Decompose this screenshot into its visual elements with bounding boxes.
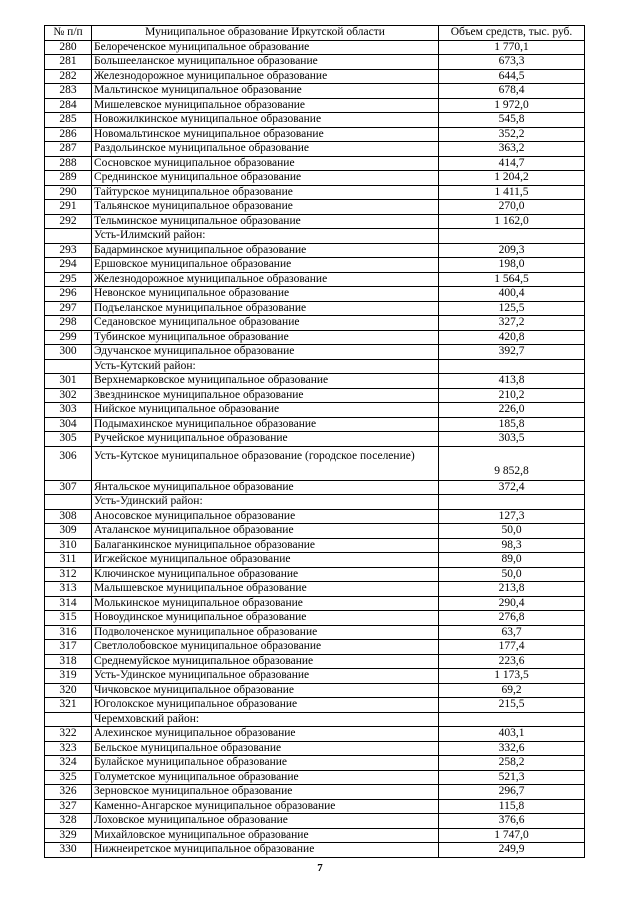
table-row — [45, 596, 585, 611]
municipality-name-cell: Тельминское муниципальное образование — [92, 214, 439, 229]
row-number-cell: 289 — [45, 171, 92, 186]
amount-cell: 392,7 — [439, 345, 585, 360]
table-row — [45, 258, 585, 273]
table-row — [45, 316, 585, 331]
row-number-cell: 299 — [45, 330, 92, 345]
municipality-name-cell: Сосновское муниципальное образование — [92, 156, 439, 171]
row-number-cell: 317 — [45, 640, 92, 655]
amount-cell: 1 770,1 — [439, 40, 585, 55]
amount-cell: 198,0 — [439, 258, 585, 273]
municipality-name-cell: Звезднинское муниципальное образование — [92, 388, 439, 403]
row-number-cell: 316 — [45, 625, 92, 640]
municipality-name-cell: Балаганкинское муниципальное образование — [92, 538, 439, 553]
row-number-cell: 314 — [45, 596, 92, 611]
municipality-name-cell: Нийское муниципальное образование — [92, 403, 439, 418]
municipality-name-cell: Янтальское муниципальное образование — [92, 480, 439, 495]
amount-cell: 352,2 — [439, 127, 585, 142]
row-number-cell: 288 — [45, 156, 92, 171]
amount-cell: 644,5 — [439, 69, 585, 84]
municipality-name-cell: Аталанское муниципальное образование — [92, 524, 439, 539]
table-row — [45, 640, 585, 655]
municipality-name-cell: Булайское муниципальное образование — [92, 756, 439, 771]
table-row — [45, 814, 585, 829]
row-number-cell: 285 — [45, 113, 92, 128]
municipality-name-cell: Михайловское муниципальное образование — [92, 828, 439, 843]
table-row — [45, 611, 585, 626]
table-row — [45, 582, 585, 597]
row-number-cell: 309 — [45, 524, 92, 539]
table-row — [45, 287, 585, 302]
municipality-name-cell: Каменно-Ангарское муниципальное образование — [92, 799, 439, 814]
row-number-cell: 297 — [45, 301, 92, 316]
municipality-name-cell: Большееланское муниципальное образование — [92, 55, 439, 70]
table-row — [45, 185, 585, 200]
amount-cell: 296,7 — [439, 785, 585, 800]
row-number-cell — [45, 712, 92, 727]
row-number-cell: 320 — [45, 683, 92, 698]
table-row — [45, 625, 585, 640]
row-number-cell: 307 — [45, 480, 92, 495]
row-number-cell: 327 — [45, 799, 92, 814]
page-number: 7 — [317, 862, 323, 874]
table-row — [45, 98, 585, 113]
amount-cell — [439, 712, 585, 727]
table-row — [45, 828, 585, 843]
district-header-row — [45, 712, 585, 727]
amount-cell: 678,4 — [439, 84, 585, 99]
amount-cell: 50,0 — [439, 567, 585, 582]
table-row — [45, 388, 585, 403]
amount-cell: 223,6 — [439, 654, 585, 669]
table-row — [45, 84, 585, 99]
amount-cell: 210,2 — [439, 388, 585, 403]
municipality-name-cell: Эдучанское муниципальное образование — [92, 345, 439, 360]
amount-cell: 270,0 — [439, 200, 585, 215]
table-row — [45, 40, 585, 55]
row-number-cell: 292 — [45, 214, 92, 229]
amount-cell: 127,3 — [439, 509, 585, 524]
row-number-cell — [45, 229, 92, 244]
table-header-row — [45, 26, 585, 41]
header-amount: Объем средств, тыс. руб. — [439, 26, 585, 41]
row-number-cell: 283 — [45, 84, 92, 99]
row-number-cell: 282 — [45, 69, 92, 84]
amount-cell: 673,3 — [439, 55, 585, 70]
table-row — [45, 127, 585, 142]
municipality-name-cell: Среднемуйское муниципальное образование — [92, 654, 439, 669]
table-row — [45, 654, 585, 669]
municipality-name-cell: Голуметское муниципальное образование — [92, 770, 439, 785]
municipality-name-cell: Бадарминское муниципальное образование — [92, 243, 439, 258]
table-row — [45, 272, 585, 287]
municipality-name-cell: Ключинское муниципальное образование — [92, 567, 439, 582]
table-row — [45, 243, 585, 258]
amount-cell: 1 204,2 — [439, 171, 585, 186]
municipality-name-cell: Мишелевское муниципальное образование — [92, 98, 439, 113]
amount-cell: 372,4 — [439, 480, 585, 495]
table-row — [45, 55, 585, 70]
amount-cell: 332,6 — [439, 741, 585, 756]
municipality-name-cell: Раздольинское муниципальное образование — [92, 142, 439, 157]
row-number-cell: 321 — [45, 698, 92, 713]
row-number-cell: 298 — [45, 316, 92, 331]
municipality-name-cell: Подымахинское муниципальное образование — [92, 417, 439, 432]
municipality-name-cell: Железнодорожное муниципальное образование — [92, 69, 439, 84]
municipality-name-cell: Мальтинское муниципальное образование — [92, 84, 439, 99]
row-number-cell: 290 — [45, 185, 92, 200]
amount-cell: 403,1 — [439, 727, 585, 742]
table-row — [45, 756, 585, 771]
row-number-cell: 293 — [45, 243, 92, 258]
amount-cell: 303,5 — [439, 432, 585, 447]
row-number-cell: 329 — [45, 828, 92, 843]
municipality-name-cell: Подъеланское муниципальное образование — [92, 301, 439, 316]
amount-cell — [439, 229, 585, 244]
amount-cell: 185,8 — [439, 417, 585, 432]
table-row — [45, 156, 585, 171]
row-number-cell: 300 — [45, 345, 92, 360]
amount-cell: 521,3 — [439, 770, 585, 785]
table-row — [45, 403, 585, 418]
amount-cell: 414,7 — [439, 156, 585, 171]
table-row — [45, 432, 585, 447]
amount-cell: 1 411,5 — [439, 185, 585, 200]
municipality-name-cell: Новоудинское муниципальное образование — [92, 611, 439, 626]
municipality-name-cell: Чичковское муниципальное образование — [92, 683, 439, 698]
amount-cell: 50,0 — [439, 524, 585, 539]
municipality-name-cell: Ручейское муниципальное образование — [92, 432, 439, 447]
row-number-cell: 325 — [45, 770, 92, 785]
municipality-name-cell: Тубинское муниципальное образование — [92, 330, 439, 345]
row-number-cell: 295 — [45, 272, 92, 287]
municipality-name-cell: Белореченское муниципальное образование — [92, 40, 439, 55]
municipality-name-cell: Светлолобовское муниципальное образование — [92, 640, 439, 655]
amount-cell: 363,2 — [439, 142, 585, 157]
municipality-name-cell: Малышевское муниципальное образование — [92, 582, 439, 597]
table-row — [45, 330, 585, 345]
amount-cell: 215,5 — [439, 698, 585, 713]
amount-cell: 327,2 — [439, 316, 585, 331]
table-row — [45, 683, 585, 698]
table-row — [45, 799, 585, 814]
municipality-name-cell: Усть-Илимский район: — [92, 229, 439, 244]
row-number-cell: 319 — [45, 669, 92, 684]
table-row — [45, 113, 585, 128]
table-row — [45, 538, 585, 553]
amount-cell: 1 564,5 — [439, 272, 585, 287]
municipality-name-cell: Усть-Удинское муниципальное образование — [92, 669, 439, 684]
table-row — [45, 142, 585, 157]
municipality-name-cell: Молькинское муниципальное образование — [92, 596, 439, 611]
header-municipality: Муниципальное образование Иркутской области — [92, 26, 439, 41]
amount-cell — [439, 495, 585, 510]
row-number-cell: 318 — [45, 654, 92, 669]
row-number-cell: 286 — [45, 127, 92, 142]
district-header-row — [45, 495, 585, 510]
municipality-name-cell: Среднинское муниципальное образование — [92, 171, 439, 186]
row-number-cell: 305 — [45, 432, 92, 447]
row-number-cell: 303 — [45, 403, 92, 418]
amount-cell: 125,5 — [439, 301, 585, 316]
amount-cell: 1 162,0 — [439, 214, 585, 229]
municipality-name-cell: Тальянское муниципальное образование — [92, 200, 439, 215]
amount-cell: 177,4 — [439, 640, 585, 655]
amount-cell: 258,2 — [439, 756, 585, 771]
amount-cell: 89,0 — [439, 553, 585, 568]
municipality-name-cell: Тайтурское муниципальное образование — [92, 185, 439, 200]
municipality-name-cell: Новожилкинское муниципальное образование — [92, 113, 439, 128]
table-row — [45, 446, 585, 480]
header-number: № п/п — [45, 26, 92, 41]
table-row — [45, 770, 585, 785]
row-number-cell — [45, 495, 92, 510]
amount-cell — [439, 359, 585, 374]
row-number-cell: 313 — [45, 582, 92, 597]
amount-cell: 290,4 — [439, 596, 585, 611]
row-number-cell: 323 — [45, 741, 92, 756]
row-number-cell: 326 — [45, 785, 92, 800]
municipality-name-cell: Ершовское муниципальное образование — [92, 258, 439, 273]
row-number-cell: 284 — [45, 98, 92, 113]
amount-cell: 9 852,8 — [439, 446, 585, 480]
row-number-cell: 310 — [45, 538, 92, 553]
municipality-name-cell: Юголокское муниципальное образование — [92, 698, 439, 713]
table-row — [45, 741, 585, 756]
row-number-cell: 328 — [45, 814, 92, 829]
table-row — [45, 553, 585, 568]
amount-cell: 1 747,0 — [439, 828, 585, 843]
row-number-cell: 280 — [45, 40, 92, 55]
row-number-cell: 291 — [45, 200, 92, 215]
table-row — [45, 417, 585, 432]
municipality-name-cell: Бельское муниципальное образование — [92, 741, 439, 756]
municipality-name-cell: Лоховское муниципальное образование — [92, 814, 439, 829]
table-row — [45, 567, 585, 582]
funding-table — [44, 25, 585, 858]
amount-cell: 420,8 — [439, 330, 585, 345]
municipality-name-cell: Железнодорожное муниципальное образование — [92, 272, 439, 287]
district-header-row — [45, 229, 585, 244]
municipality-name-cell: Нижнеиретское муниципальное образование — [92, 843, 439, 858]
row-number-cell: 304 — [45, 417, 92, 432]
row-number-cell: 296 — [45, 287, 92, 302]
row-number-cell: 312 — [45, 567, 92, 582]
municipality-name-cell: Аносовское муниципальное образование — [92, 509, 439, 524]
row-number-cell: 308 — [45, 509, 92, 524]
row-number-cell: 311 — [45, 553, 92, 568]
amount-cell: 69,2 — [439, 683, 585, 698]
table-row — [45, 843, 585, 858]
municipality-name-cell: Новомальтинское муниципальное образование — [92, 127, 439, 142]
municipality-name-cell: Невонское муниципальное образование — [92, 287, 439, 302]
row-number-cell: 306 — [45, 446, 92, 480]
amount-cell: 213,8 — [439, 582, 585, 597]
district-header-row — [45, 359, 585, 374]
table-row — [45, 301, 585, 316]
table-row — [45, 509, 585, 524]
municipality-name-cell: Усть-Кутский район: — [92, 359, 439, 374]
amount-cell: 63,7 — [439, 625, 585, 640]
municipality-name-cell: Верхнемарковское муниципальное образование — [92, 374, 439, 389]
row-number-cell: 301 — [45, 374, 92, 389]
amount-cell: 1 173,5 — [439, 669, 585, 684]
municipality-name-cell: Зерновское муниципальное образование — [92, 785, 439, 800]
amount-cell: 115,8 — [439, 799, 585, 814]
municipality-name-cell: Подволоченское муниципальное образование — [92, 625, 439, 640]
row-number-cell: 302 — [45, 388, 92, 403]
row-number-cell: 281 — [45, 55, 92, 70]
row-number-cell: 294 — [45, 258, 92, 273]
row-number-cell: 324 — [45, 756, 92, 771]
table-row — [45, 374, 585, 389]
amount-cell: 1 972,0 — [439, 98, 585, 113]
table-row — [45, 214, 585, 229]
table-row — [45, 69, 585, 84]
municipality-name-cell: Черемховский район: — [92, 712, 439, 727]
municipality-name-cell: Седановское муниципальное образование — [92, 316, 439, 331]
municipality-name-cell: Алехинское муниципальное образование — [92, 727, 439, 742]
municipality-name-cell: Игжейское муниципальное образование — [92, 553, 439, 568]
table-row — [45, 524, 585, 539]
row-number-cell: 322 — [45, 727, 92, 742]
municipality-name-cell: Усть-Кутское муниципальное образование (городское поселение) — [92, 446, 439, 480]
amount-cell: 545,8 — [439, 113, 585, 128]
table-row — [45, 669, 585, 684]
row-number-cell: 287 — [45, 142, 92, 157]
amount-cell: 226,0 — [439, 403, 585, 418]
row-number-cell — [45, 359, 92, 374]
table-row — [45, 345, 585, 360]
amount-cell: 400,4 — [439, 287, 585, 302]
row-number-cell: 330 — [45, 843, 92, 858]
amount-cell: 413,8 — [439, 374, 585, 389]
table-row — [45, 727, 585, 742]
amount-cell: 249,9 — [439, 843, 585, 858]
table-row — [45, 698, 585, 713]
table-row — [45, 200, 585, 215]
amount-cell: 98,3 — [439, 538, 585, 553]
table-body — [45, 40, 585, 857]
municipality-name-cell: Усть-Удинский район: — [92, 495, 439, 510]
amount-cell: 276,8 — [439, 611, 585, 626]
table-row — [45, 480, 585, 495]
amount-cell: 376,6 — [439, 814, 585, 829]
table-row — [45, 785, 585, 800]
table-row — [45, 171, 585, 186]
row-number-cell: 315 — [45, 611, 92, 626]
amount-cell: 209,3 — [439, 243, 585, 258]
